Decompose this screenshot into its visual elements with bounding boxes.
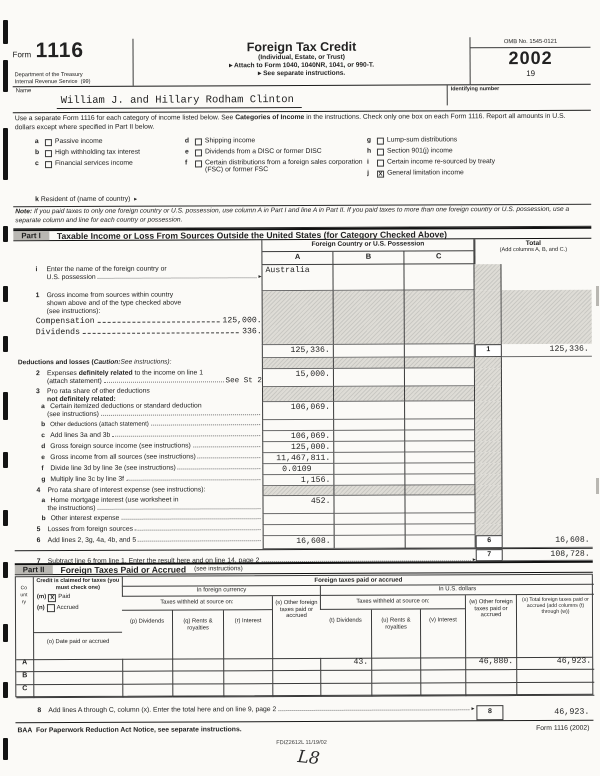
checkbox-general-limitation[interactable]: X — [378, 171, 383, 178]
dotted-leader — [198, 453, 261, 458]
see-line: ▸ See separate instructions. — [257, 70, 346, 78]
dotted-leader — [126, 475, 260, 481]
tax-year: 2002 — [508, 47, 553, 69]
dotted-leader — [193, 442, 260, 447]
part2-title: Foreign Taxes Paid or Accrued — [60, 563, 187, 575]
checkbox-fsc-distributions[interactable] — [195, 160, 202, 167]
line3d-col-a[interactable]: 125,000. — [262, 442, 333, 453]
attach-line: ▸ Attach to Form 1040, 1040NR, 1041, or 990-T. — [229, 61, 375, 70]
col-q-header: (q) Rents & royalties — [172, 610, 223, 658]
arrow-icon: ▸ — [471, 706, 475, 713]
total-subheader: (Add columns A, B, and C.) — [499, 246, 568, 254]
category-lump-sum: g Lump-sum distributions — [366, 136, 458, 144]
dotted-leader — [101, 410, 260, 416]
row-line8: 8 Add lines A through C, column (x). Enter the total here and on line 9, page 2 ▸ 8 46,923. — [15, 705, 593, 724]
name-row — [13, 85, 591, 114]
attachment-number: 19 — [526, 68, 536, 79]
row-line3f: f Divide line 3d by line 3e (see instructions) 0.0109 — [14, 463, 592, 477]
identifying-number-box[interactable] — [447, 85, 591, 106]
paperwork-notice: BAA For Paperwork Reduction Act Notice, see separate instructions. — [17, 726, 242, 735]
taxpayer-name-field[interactable]: William J. and Hillary Rodham Clinton — [57, 94, 302, 109]
line4b-col-a[interactable] — [263, 514, 334, 525]
checkbox-resourced-treaty[interactable] — [377, 159, 384, 166]
checkbox-shipping[interactable] — [195, 138, 202, 145]
column-c-header: C — [403, 251, 473, 264]
part2-table — [15, 574, 594, 698]
name-label: Name — [15, 88, 32, 95]
part1-column-headers — [13, 239, 591, 267]
checkbox-financial-services[interactable] — [45, 161, 52, 168]
line6-total[interactable]: 16,608. — [503, 535, 593, 548]
category-general-limitation: j X General limitation income — [367, 169, 464, 178]
paid-checkbox-row: (m) X Paid — [36, 594, 71, 601]
category-checkboxes — [35, 136, 591, 192]
dept-line2: Internal Revenue Service — [14, 78, 78, 85]
line5-col-a[interactable] — [263, 525, 334, 536]
dotted-leader — [178, 464, 261, 469]
dotted-leader — [261, 549, 470, 562]
row-line2: 2 Expenses definitely related to the income on line 1 (attach statement) See St 2 15,000. — [14, 368, 592, 389]
country-vertical-label: Country — [20, 585, 28, 605]
dotted-leader — [138, 536, 261, 542]
row-line3b: b Other deductions (attach statement) — [14, 419, 592, 433]
checkbox-lump-sum[interactable] — [377, 137, 384, 144]
arrow-icon: ▸ — [258, 274, 262, 281]
category-fsc-distributions: f Certain distributions from a foreign sales corporation (FSC) or former FSC — [185, 158, 363, 174]
row-deductions-header: Deductions and losses ( Caution: See instructions): — [14, 357, 592, 371]
typed-entry-dividends: Dividends 336. — [35, 326, 262, 337]
line3a-col-a[interactable]: 106,069. — [262, 402, 333, 420]
note-text: Note: If you paid taxes to only one foreign country or U.S. possession, use column A in Part I and line A in Part II. If you paid taxes to more than one foreign country or U.S. possession, use a separate column and line for each country or possession. — [13, 206, 591, 230]
category-shipping: d Shipping income — [184, 137, 256, 145]
category-section-901j: h Section 901(j) income — [366, 147, 453, 155]
credit-claimed-header: Credit is claimed for taxes (you must check one) — [36, 577, 120, 591]
category-high-withholding: b High withholding tax interest — [34, 148, 141, 157]
part2-title-note: (see instructions) — [194, 565, 243, 573]
line1-col-a[interactable]: 125,336. — [262, 345, 333, 358]
column-a-header: A — [262, 252, 332, 265]
category-resourced-treaty: i Certain income re-sourced by treaty — [367, 158, 496, 166]
foreign-currency-span: In foreign currency — [122, 586, 320, 597]
dept-99: (99) — [80, 78, 91, 85]
row-line6: 6 Add lines 2, 3g, 4a, 4b, and 5 16,608. 6 16,608. — [15, 535, 593, 551]
form-header — [12, 37, 590, 88]
form-word: Form — [12, 50, 32, 60]
row-a-total-taxes[interactable]: 46,923. — [516, 657, 594, 670]
row-line3g: g Multiply line 3c by line 3f 1,156. — [14, 474, 592, 488]
col-t-header: (t) Dividends — [329, 617, 362, 624]
line3e-col-a[interactable]: 11,467,811. — [262, 453, 333, 464]
row-country: i Enter the name of the foreign country or U.S. possession ▸ Australia — [13, 264, 591, 293]
identifying-number-label: Identifying number — [450, 86, 500, 93]
foreign-taxes-span: Foreign taxes paid or accrued — [122, 575, 594, 587]
line3f-col-a[interactable]: 0.0109 — [262, 464, 333, 475]
col-r-header: (r) Interest — [223, 610, 272, 658]
part1-tag: Part I — [13, 231, 49, 240]
column-b-header: B — [333, 252, 403, 265]
category-disc-dividends: e Dividends from a DISC or former DISC — [184, 147, 322, 156]
checkbox-accrued[interactable] — [47, 604, 55, 612]
credit-claimed-box — [33, 577, 122, 633]
row-a-date-field[interactable] — [33, 659, 122, 672]
line1-number-box: 1 — [475, 344, 502, 357]
form-number: 1116 — [35, 38, 85, 63]
part1-title: Taxable Income or Loss From Sources Outside the United States (for Category Checked Above) — [56, 228, 448, 241]
country-b-field[interactable] — [332, 265, 403, 291]
row-line3c: c Add lines 3a and 3b 106,069. — [14, 430, 592, 444]
row-a-other-taxes-usd[interactable]: 46,880. — [465, 657, 516, 670]
line3c-col-a[interactable]: 106,069. — [262, 431, 333, 442]
line4a-col-a[interactable]: 452. — [262, 496, 333, 514]
dotted-leader — [104, 377, 224, 383]
handwritten-page-mark: L8 — [296, 746, 321, 770]
row-line5: 5 Losses from foreign sources — [15, 524, 593, 538]
part1-table — [13, 239, 592, 564]
col-s-header: (s) Other foreign taxes paid or accrued — [272, 596, 320, 658]
line7-number-box: 7 — [476, 549, 503, 561]
form-id-footer: Form 1116 (2002) — [536, 724, 590, 732]
arrow-icon: ▸ — [472, 557, 476, 564]
group-header: Foreign Country or U.S. Possession — [262, 239, 473, 252]
checkbox-high-withholding[interactable] — [45, 150, 52, 157]
line1-total[interactable]: 125,336. — [502, 344, 592, 357]
line3b-col-a[interactable] — [262, 420, 333, 431]
row-line4b: b Other interest expense — [15, 513, 593, 527]
dept-line1: Department of the Treasury — [14, 72, 83, 79]
col-w-header: (w) Other foreign taxes paid or accrued — [465, 595, 516, 657]
line3g-col-a[interactable]: 1,156. — [262, 475, 333, 486]
dotted-leader — [112, 431, 260, 437]
dashed-leader — [98, 317, 220, 323]
col-x-header: (x) Total foreign taxes paid or accrued (add columns (t) through (w)) — [516, 595, 594, 657]
dashed-leader — [83, 327, 239, 333]
dotted-leader — [97, 504, 260, 510]
checkbox-disc-dividends[interactable] — [195, 149, 202, 156]
line8-total[interactable]: 46,923. — [554, 706, 590, 717]
checkbox-paid[interactable]: X — [48, 594, 56, 602]
line2-col-a[interactable]: 15,000. — [262, 369, 333, 387]
line8-number-box: 8 — [476, 705, 503, 720]
line6-number-box: 6 — [476, 535, 503, 548]
dotted-leader — [121, 514, 260, 520]
row-line3d: d Gross foreign source income (see instructions) 125,000. — [14, 441, 592, 455]
usd-span: In U.S. dollars — [320, 585, 594, 596]
software-code: FDIZ2612L 11/19/02 — [276, 739, 327, 747]
row-line3-header: 3 Pro rata share of other deductions not definitely related: — [14, 386, 592, 404]
total-header: Total — [525, 239, 542, 248]
country-c-field[interactable] — [403, 264, 474, 290]
line7-total[interactable]: 108,728. — [503, 549, 593, 561]
row-line1: 1 Gross income from sources within country shown above and of the type checked above (see instructions): Compensation 125,000. Dividends 336. — [14, 290, 592, 347]
form-subtitle: (Individual, Estate, or Trust) — [258, 53, 345, 62]
dotted-leader — [151, 421, 260, 426]
checkbox-passive[interactable] — [45, 139, 52, 146]
resident-country-line: k Resident of (name of country) ▸ — [13, 191, 591, 208]
part2-row-c: C — [16, 683, 594, 699]
arrow-icon: ▸ — [134, 196, 138, 203]
category-financial-services: c Financial services income — [35, 159, 133, 168]
dotted-leader — [135, 525, 261, 531]
omb-number: OMB No. 1545-0121 — [470, 37, 590, 49]
line6-col-a[interactable]: 16,608. — [263, 536, 334, 549]
part2-row-a: A 43. 46,880. 46,923. — [16, 657, 594, 673]
dotted-leader — [278, 705, 469, 711]
col-v-header: (v) Interest — [420, 609, 465, 657]
row-line7: 7 Subtract line 6 from line 1. Enter the result here and on line 14, page 2 ▸ 7 108,728. — [15, 548, 593, 564]
row-line3e: e Gross income from all sources (see instructions) 11,467,811. — [14, 452, 592, 466]
country-a-field[interactable]: Australia — [261, 265, 332, 291]
part2-row-b: B — [16, 670, 594, 686]
category-instructions: Use a separate Form 1116 for each category of income listed below. See Categories of Income in the instructions. Check only one box on each Form 1116. Report all amounts in U.S. dollars except where specified in Part II below. — [14, 112, 566, 132]
col-u-header: (u) Rents & royalties — [371, 609, 420, 657]
row-line4-header: 4 Pro rata share of interest expense (see instructions): — [14, 485, 592, 498]
checkbox-section-901j[interactable] — [377, 148, 384, 155]
part2-header-bar — [15, 561, 593, 576]
dotted-leader — [98, 273, 257, 279]
withheld-usd-span: Taxes withheld at source on: — [320, 595, 465, 610]
accrued-checkbox-row: (n) Accrued — [36, 604, 79, 611]
see-statement-annotation: See St 2 — [225, 377, 262, 386]
part2-tag: Part II — [15, 565, 53, 574]
row-line4a: a Home mortgage interest (use worksheet in the instructions) 452. — [14, 495, 592, 516]
col-p-header: (p) Dividends — [129, 618, 165, 625]
col-o-header: (o) Date paid or accrued — [33, 633, 122, 659]
withheld-fc-span: Taxes withheld at source on: — [122, 596, 272, 611]
category-passive: a Passive income — [34, 137, 103, 146]
typed-entry-compensation: Compensation 125,000. — [35, 316, 262, 327]
row-line3a: a Certain itemized deductions or standard deduction (see instructions) 106,069. — [14, 401, 592, 422]
row-a-dividends-usd[interactable]: 43. — [320, 658, 371, 671]
form-title: Foreign Tax Credit — [246, 39, 357, 55]
